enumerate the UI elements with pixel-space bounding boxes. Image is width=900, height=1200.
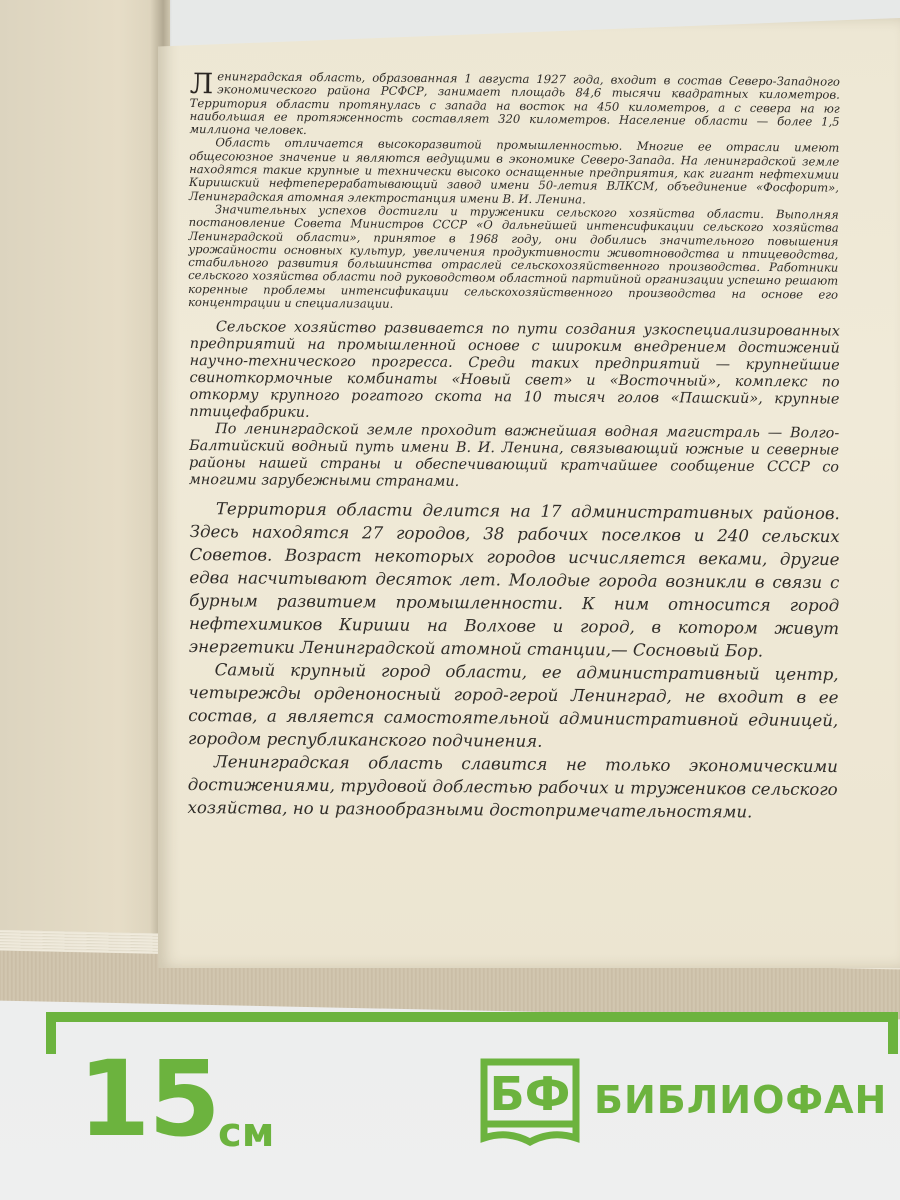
paragraph-farming: Сельское хозяйство развивается по пути создания узкоспециализированных предприятий на промышленной основе с широким внедрением достижений научно-технического прогресса. Среди таких предприятий — крупнейшие свиноткормочные комбинаты «Новый свет» и «Восточный», комплекс по откорму крупного рогатого скота на 10 тысяч голов «Пашский», крупные птицефабрики. xyxy=(189,319,840,422)
paragraph-intro xyxy=(189,67,840,142)
watermark-size-unit: см xyxy=(218,1110,275,1156)
logo-letters: БФ xyxy=(489,1067,571,1121)
watermark-ruler-left-tick xyxy=(46,1012,56,1054)
medium-print-section xyxy=(189,319,840,494)
watermark-size-number: 15 xyxy=(78,1038,219,1160)
small-print-section xyxy=(187,67,840,315)
bibliofan-book-icon xyxy=(478,1058,582,1148)
paragraph-agriculture: Значительных успехов достигли и труженики сельского хозяйства области. Выполняя постановление Совета Министров СССР «О дальнейшей интенсификации сельского хозяйства Ленинградской области», принятое в 1968 году, они добились значительного повышения урожайности основных культур, увеличения продуктивности животноводства и птицеводства, стабильного развития большинства отраслей сельскохозяйственного производства. Работники сельского хозяйства области под руководством областной партийной организации успешно решают коренные проблемы интенсификации сельскохозяйственного производства на основе его концентрации и специализации. xyxy=(187,202,839,311)
paragraph-territory: Территория области делится на 17 административных районов. Здесь находятся 27 городов, 38 рабочих поселков и 240 сельских Советов. Возраст некоторых городов исчисляется веками, другие едва насчитывают десяток лет. Молодые города возникли в связи с бурным развитием промышленности. К ним относится город нефтехимиков Кириши на Волхове и город, в котором живут энергетики Ленинградской атомной станции,— Сосновый Бор. xyxy=(188,499,840,661)
paragraph-waterway: По ленинградской земле проходит важнейшая водная магистраль — Волго-Балтийский водный путь имени В. И. Ленина, связывающий южные и северные районы нашей страны и обеспечивающий кратчайшее сообщение СССР со многими зарубежными странами. xyxy=(188,421,840,491)
large-print-section xyxy=(187,497,840,824)
watermark-ruler-right-tick xyxy=(888,1012,898,1054)
paragraph-intro-text: енинградская область, образованная 1 августа 1927 года, входит в состав Северо-Западного экономического района РСФСР, занимает площадь 84,6 тысячи квадратных километров. Территория области протянулась с запада на восток на 450 километров, а с севера на юг наибольшая ее протяженность составляет 320 километров. Население области — более 1,5 миллиона человек. xyxy=(189,69,840,138)
drop-cap: Л xyxy=(189,67,214,101)
paragraph-sights: Ленинградская область славится не только экономическими достижениями, трудовой доблестью рабочих и тружеников сельского хозяйства, но и разнообразными достопримечательностями. xyxy=(187,752,838,822)
paragraph-city: Самый крупный город области, ее административный центр, четырежды орденоносный город-герой Ленинград, не входит в ее состав, а является самостоятельной административной единицей, городом республиканского подчинения. xyxy=(188,660,839,752)
paragraph-industry: Область отличается высокоразвитой промышленностью. Многие ее отрасли имеют общесоюзное значение и являются ведущими в экономике Северо-Запада. На ленинградской земле находятся такие крупные и технически высоко оснащенные предприятия, как гигант нефтехимии Киришский нефтеперерабатывающий завод имени 50-летия ВЛКСМ, объединение «Фосфорит», Ленинградская атомная электростанция имени В. И. Ленина. xyxy=(188,135,840,207)
watermark-ruler-bar xyxy=(46,1012,898,1022)
page-text xyxy=(187,67,840,822)
left-page-edge xyxy=(0,0,170,975)
watermark-brand: БИБЛИОФАН xyxy=(594,1078,888,1122)
